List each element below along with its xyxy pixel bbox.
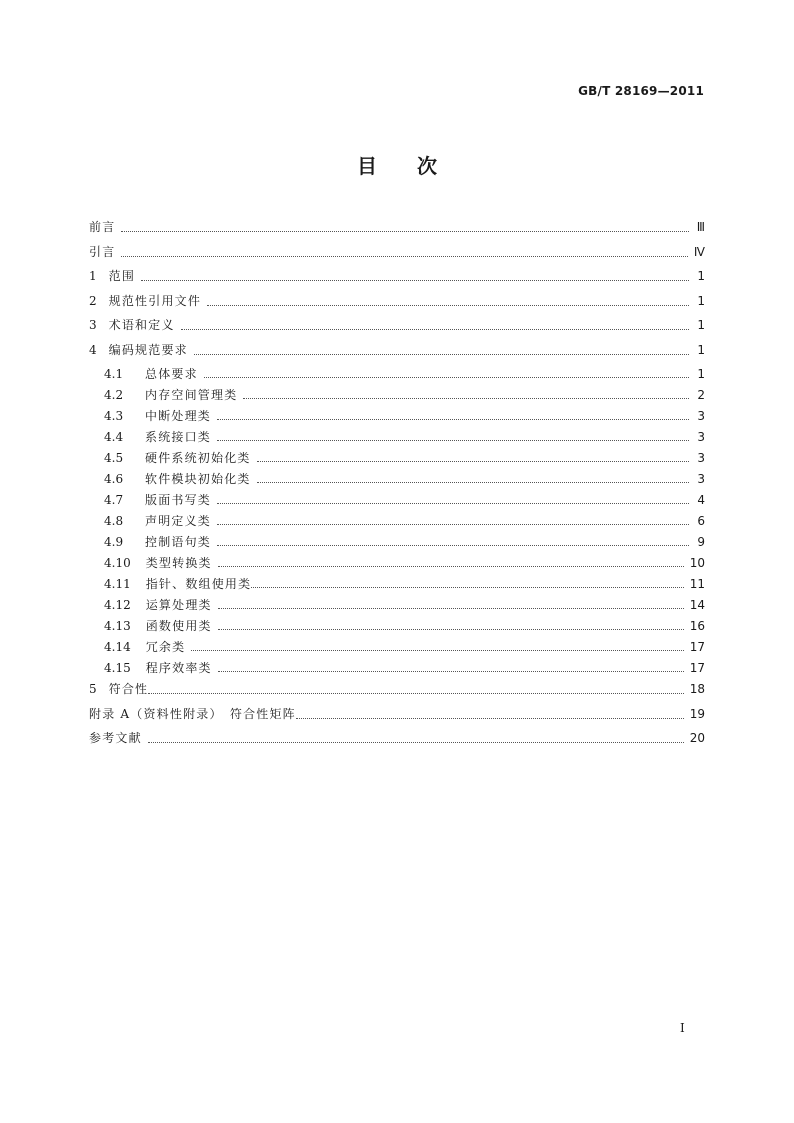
toc-entry-page: 17	[689, 661, 705, 675]
toc-title: 目 次	[357, 154, 437, 178]
dot-leader	[257, 460, 689, 462]
toc-entry[interactable]	[89, 427, 705, 448]
toc-entry-label: 参考文献	[89, 731, 142, 745]
toc-entry-label: 附录 A（资料性附录） 符合性矩阵	[89, 706, 296, 721]
toc-entry-number: 3	[89, 318, 97, 332]
toc-entry[interactable]	[89, 315, 705, 340]
toc-entry[interactable]	[89, 574, 705, 595]
toc-entry[interactable]	[89, 637, 705, 658]
toc-entry-page: 20	[689, 731, 705, 745]
toc-entry-number: 4.11	[104, 577, 131, 591]
toc-entry-label: 声明定义类	[145, 514, 212, 528]
toc-entry[interactable]	[89, 728, 705, 753]
toc-entry-label: 范围	[108, 269, 136, 283]
toc-entry-page: 6	[697, 514, 705, 528]
toc-entry-label: 内存空间管理类	[145, 388, 238, 402]
dot-leader	[218, 607, 684, 609]
dot-leader	[181, 328, 689, 330]
toc-entry-label: 版面书写类	[145, 493, 212, 507]
toc-entry-number: 4.13	[104, 619, 131, 633]
dot-leader	[121, 230, 689, 232]
toc-entry-page: 2	[697, 388, 705, 402]
dot-leader	[218, 670, 684, 672]
toc-entry[interactable]	[89, 340, 705, 365]
toc-entry-number: 4.9	[104, 535, 124, 549]
toc-entry-page: 3	[697, 451, 705, 465]
toc-entry-page: 1	[697, 269, 705, 283]
toc-entry-page: 1	[697, 367, 705, 381]
toc-entry-number: 4.12	[104, 598, 131, 612]
toc-entry-label: 运算处理类	[145, 598, 212, 612]
dot-leader	[207, 304, 689, 306]
toc-entry[interactable]	[89, 406, 705, 427]
toc-entry-page: 3	[697, 430, 705, 444]
toc-entry[interactable]	[89, 490, 705, 511]
toc-entry-label: 函数使用类	[145, 619, 212, 633]
toc-entry-number: 4.10	[104, 556, 131, 570]
toc-entry-label: 类型转换类	[145, 556, 212, 570]
toc-entry[interactable]	[89, 658, 705, 679]
toc-entry-label: 硬件系统初始化类	[145, 451, 251, 465]
toc-entry-number: 5	[89, 682, 97, 696]
dot-leader	[148, 692, 683, 694]
toc-entry-number: 4.15	[104, 661, 131, 675]
dot-leader	[217, 439, 689, 441]
toc-entry[interactable]	[89, 616, 705, 637]
toc-entry-page: 16	[689, 619, 705, 633]
toc-entry-label: 前言	[89, 220, 116, 234]
toc-entry-page: 18	[689, 682, 705, 696]
dot-leader	[121, 255, 688, 257]
toc-entry-number: 4.8	[104, 514, 124, 528]
toc-entry-label: 规范性引用文件	[108, 293, 202, 308]
toc-entry[interactable]	[89, 242, 705, 267]
toc-entry-label: 冗余类	[145, 640, 186, 654]
toc-entry[interactable]	[89, 217, 705, 242]
toc-entry-number: 2	[89, 293, 97, 308]
toc-entry[interactable]	[89, 364, 705, 385]
toc-entry-number: 4.2	[104, 388, 124, 402]
toc-entry-label: 系统接口类	[145, 430, 212, 444]
dot-leader	[217, 523, 689, 525]
dot-leader	[141, 279, 689, 281]
toc-entry-page: 1	[697, 318, 705, 332]
dot-leader	[194, 353, 689, 355]
dot-leader	[218, 628, 684, 630]
toc-entry-page: Ⅳ	[693, 244, 705, 259]
dot-leader	[296, 717, 684, 719]
toc-entry-number: 4	[89, 342, 97, 357]
dot-leader	[217, 544, 689, 546]
toc-entry-number: 4.7	[104, 493, 124, 507]
dot-leader	[218, 565, 684, 567]
toc-entry-label: 术语和定义	[108, 318, 175, 332]
toc-entry-number: 4.3	[104, 409, 124, 423]
toc-entry-label: 控制语句类	[145, 535, 212, 549]
dot-leader	[217, 502, 689, 504]
toc-entry-label: 软件模块初始化类	[145, 472, 251, 486]
toc-entry-number: 4.4	[104, 430, 124, 444]
toc-entry-page: Ⅲ	[696, 220, 705, 234]
toc-entry-page: 4	[697, 493, 705, 507]
toc-entry[interactable]	[89, 704, 705, 729]
toc-entry-label: 符合性	[108, 682, 149, 696]
toc-entry-label: 中断处理类	[145, 409, 212, 423]
dot-leader	[217, 418, 689, 420]
toc-entry[interactable]	[89, 511, 705, 532]
toc-entry[interactable]	[89, 679, 705, 704]
toc-entry-page: 3	[697, 472, 705, 486]
toc-entry-page: 3	[697, 409, 705, 423]
toc-entry-label: 编码规范要求	[108, 342, 188, 357]
toc-entry[interactable]	[89, 553, 705, 574]
toc-entry-page: 1	[697, 342, 705, 357]
toc-entry-page: 11	[689, 577, 705, 591]
table-of-contents	[89, 217, 705, 753]
toc-entry-page: 9	[697, 535, 705, 549]
toc-entry-page: 17	[689, 640, 705, 654]
toc-entry[interactable]	[89, 595, 705, 616]
toc-entry-number: 4.5	[104, 451, 124, 465]
toc-entry-number: 1	[89, 269, 97, 283]
toc-entry-page: 14	[689, 598, 705, 612]
toc-entry-label: 程序效率类	[145, 661, 212, 675]
toc-entry[interactable]	[89, 385, 705, 406]
toc-entry[interactable]	[89, 448, 705, 469]
toc-entry-label: 总体要求	[145, 367, 198, 381]
toc-entry[interactable]	[89, 532, 705, 553]
dot-leader	[257, 481, 689, 483]
toc-entry-label: 指针、数组使用类	[145, 577, 252, 591]
toc-entry-number: 4.1	[104, 367, 124, 381]
toc-entry-page: 19	[689, 706, 705, 721]
toc-entry-page: 10	[689, 556, 705, 570]
dot-leader	[251, 586, 683, 588]
toc-entry[interactable]	[89, 291, 705, 316]
toc-entry-number: 4.14	[104, 640, 131, 654]
standard-code: GB/T 28169—2011	[578, 84, 704, 98]
toc-entry[interactable]	[89, 469, 705, 490]
dot-leader	[148, 741, 684, 743]
toc-entry[interactable]	[89, 266, 705, 291]
toc-entry-page: 1	[697, 293, 705, 308]
dot-leader	[243, 397, 689, 399]
dot-leader	[204, 376, 689, 378]
toc-entry-number: 4.6	[104, 472, 124, 486]
page-folio: Ⅰ	[680, 1021, 685, 1035]
dot-leader	[191, 649, 683, 651]
toc-entry-label: 引言	[89, 244, 116, 259]
